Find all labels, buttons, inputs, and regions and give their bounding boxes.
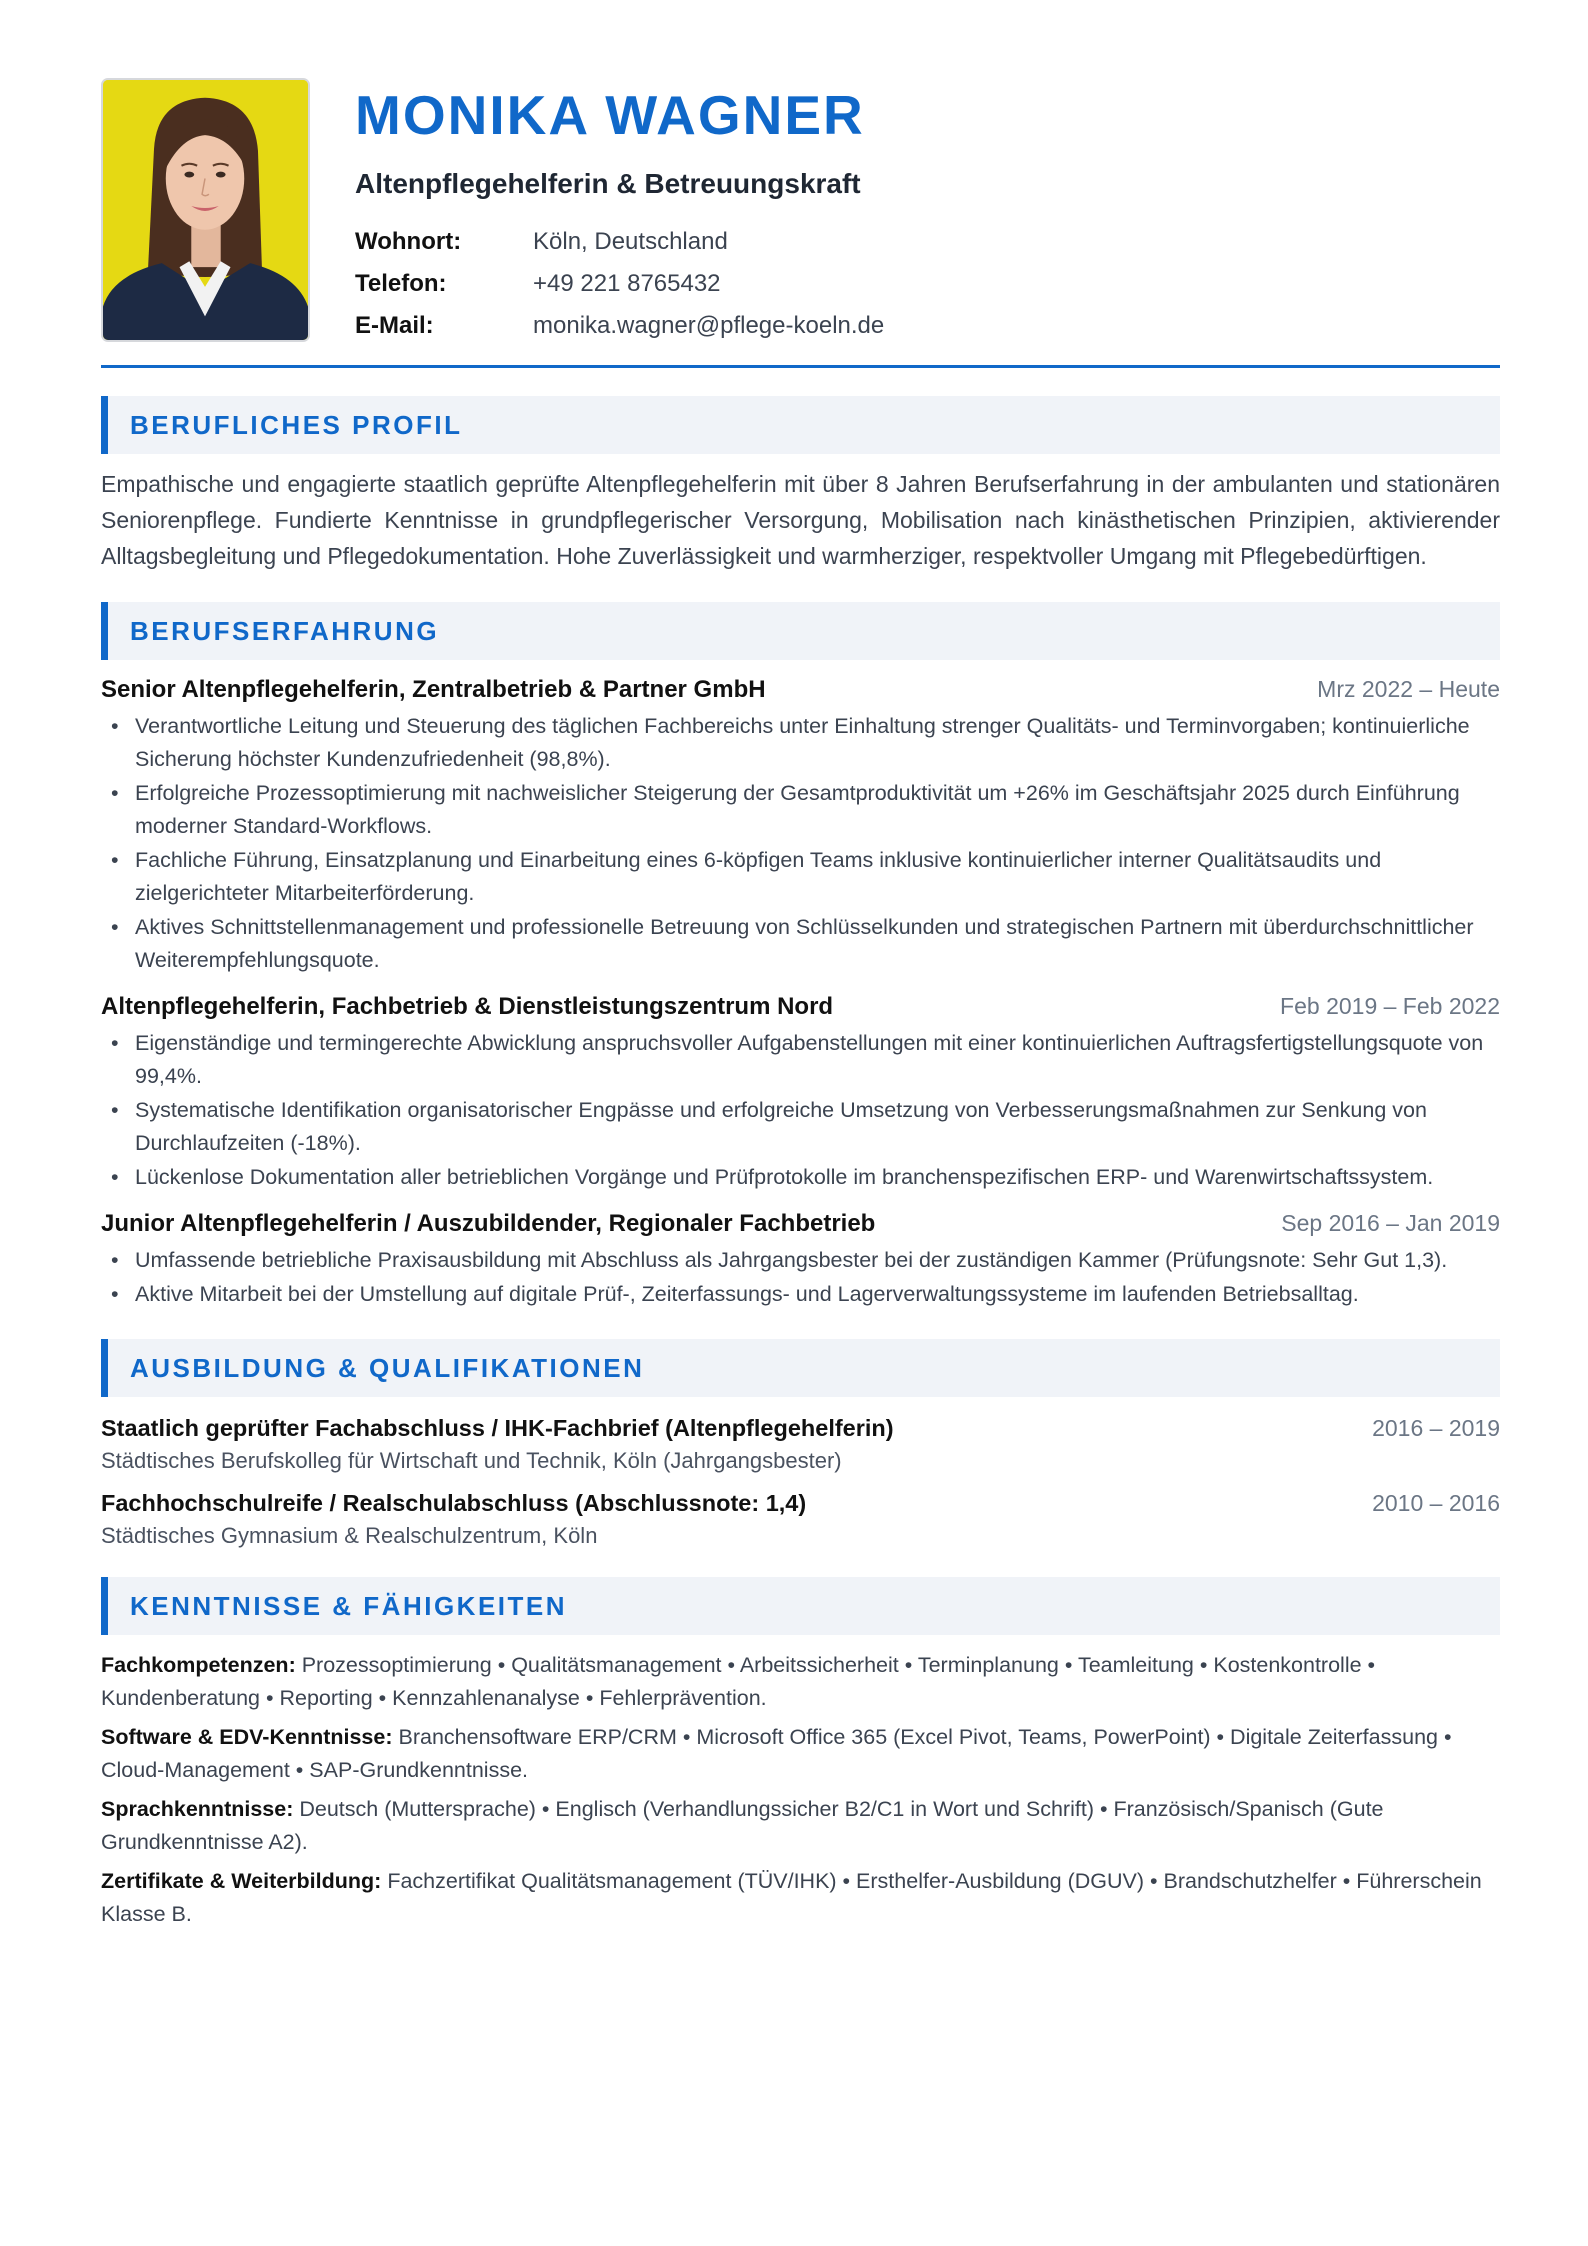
job-bullet: • Fachliche Führung, Einsatzplanung und Einarbeitung eines 6-köpfigen Teams inklusive kontinuierlicher interner Qualitätsaudits und zielgerichteter Mitarbeiterförderung. xyxy=(101,844,1500,910)
job-bullet: • Eigenständige und termingerechte Abwicklung anspruchsvoller Aufgabenstellungen mit einer kontinuierlichen Auftragsfertigstellungsquote von 99,4%. xyxy=(101,1027,1500,1093)
contact-value: monika.wagner@pflege-koeln.de xyxy=(533,312,885,339)
skill-item xyxy=(101,1721,1500,1787)
skills-list xyxy=(101,1649,1500,1931)
skill-text: Branchensoftware ERP/CRM • Microsoft Office 365 (Excel Pivot, Teams, PowerPoint) • Digitale Zeiterfassung • Cloud-Management • SAP-Grundkenntnisse. xyxy=(101,1725,1452,1782)
job-date: Mrz 2022 – Heute xyxy=(1317,676,1500,702)
profile-photo xyxy=(101,78,310,342)
section-skills-heading xyxy=(101,1577,1500,1635)
education-header xyxy=(101,1415,1500,1442)
job-name: Senior Altenpflegehelferin, Zentralbetrieb & Partner GmbH xyxy=(101,676,766,703)
job-bullet: • Umfassende betriebliche Praxisausbildung mit Abschluss als Jahrgangsbester bei der zuständigen Kammer (Prüfungsnote: Sehr Gut 1,3). xyxy=(101,1244,1500,1277)
job-date: Sep 2016 – Jan 2019 xyxy=(1281,1210,1500,1236)
job-bullets xyxy=(101,1027,1500,1194)
job-name: Altenpflegehelferin, Fachbetrieb & Dienstleistungszentrum Nord xyxy=(101,993,834,1020)
section-title: BERUFSERFAHRUNG xyxy=(130,615,440,646)
person-name: MONIKA WAGNER xyxy=(355,84,865,146)
contact-label: Wohnort: xyxy=(355,228,462,255)
education-title: Fachhochschulreife / Realschulabschluss (Abschlussnote: 1,4) xyxy=(101,1490,807,1516)
education-header xyxy=(101,1490,1500,1517)
skill-label: Fachkompetenzen: xyxy=(101,1653,296,1677)
section-profile-heading xyxy=(101,396,1500,454)
profile-text: Empathische und engagierte staatlich geprüfte Altenpflegehelferin mit über 8 Jahren Berufserfahrung in der ambulanten und stationären Seniorenpflege. Fundierte Kenntnisse in grundpflegerischer Versorgung, Mobilisation nach kinästhetischen Prinzipien, aktivierender Alltagsbegleitung und Pflegedokumentation. Hohe Zuverlässigkeit und warmherziger, respektvoller Umgang mit Pflegebedürftigen. xyxy=(101,471,1500,569)
contact-value: +49 221 8765432 xyxy=(533,270,721,297)
job-bullet: • Verantwortliche Leitung und Steuerung des täglichen Fachbereichs unter Einhaltung strenger Qualitäts- und Terminvorgaben; kontinuierliche Sicherung höchster Kundenzufriedenheit (98,8%). xyxy=(101,710,1500,776)
section-title: BERUFLICHES PROFIL xyxy=(130,409,463,440)
resume-header xyxy=(101,78,1500,342)
skill-text: Deutsch (Muttersprache) • Englisch (Verhandlungssicher B2/C1 in Wort und Schrift) • Französisch/Spanisch (Gute Grundkenntnisse A2). xyxy=(101,1797,1384,1854)
job-entry xyxy=(101,993,1500,1194)
education-date: 2016 – 2019 xyxy=(1372,1415,1500,1441)
education-title: Staatlich geprüfter Fachabschluss / IHK-Fachbrief (Altenpflegehelferin) xyxy=(101,1415,894,1441)
skill-item xyxy=(101,1865,1500,1931)
education-date: 2010 – 2016 xyxy=(1372,1490,1500,1516)
job-bullet: • Aktive Mitarbeit bei der Umstellung auf digitale Prüf-, Zeiterfassungs- und Lagerverwaltungssysteme im laufenden Betriebsalltag. xyxy=(101,1278,1500,1311)
skill-text: Prozessoptimierung • Qualitätsmanagement • Arbeitssicherheit • Terminplanung • Teamleitung • Kostenkontrolle • Kundenberatung • Reporting • Kennzahlenanalyse • Fehlerprävention. xyxy=(101,1653,1376,1710)
job-bullets xyxy=(101,1244,1500,1311)
job-date: Feb 2019 – Feb 2022 xyxy=(1280,993,1500,1019)
job-header xyxy=(101,993,1500,1021)
job-bullet: • Systematische Identifikation organisatorischer Engpässe und erfolgreiche Umsetzung von Verbesserungsmaßnahmen zur Senkung von Durchlaufzeiten (-18%). xyxy=(101,1094,1500,1160)
contact-row-email xyxy=(355,305,1500,347)
portrait-illustration xyxy=(103,80,308,340)
skill-item xyxy=(101,1793,1500,1859)
skill-label: Software & EDV-Kenntnisse: xyxy=(101,1725,393,1749)
skill-item xyxy=(101,1649,1500,1715)
section-title: AUSBILDUNG & QUALIFIKATIONEN xyxy=(130,1352,645,1383)
contact-row-telefon xyxy=(355,263,1500,305)
job-header xyxy=(101,676,1500,704)
section-title: KENNTNISSE & FÄHIGKEITEN xyxy=(130,1590,568,1621)
job-bullets xyxy=(101,710,1500,977)
contact-label: E-Mail: xyxy=(355,312,434,339)
job-entry xyxy=(101,1210,1500,1311)
section-experience-heading xyxy=(101,602,1500,660)
contact-value: Köln, Deutschland xyxy=(533,228,728,255)
job-entry xyxy=(101,676,1500,977)
skill-label: Sprachkenntnisse: xyxy=(101,1797,294,1821)
education-school: Städtisches Gymnasium & Realschulzentrum, Köln xyxy=(101,1523,598,1548)
skill-label: Zertifikate & Weiterbildung: xyxy=(101,1869,382,1893)
job-bullet: • Lückenlose Dokumentation aller betrieblichen Vorgänge und Prüfprotokolle im branchenspezifischen ERP- und Warenwirtschaftssystem. xyxy=(101,1161,1500,1194)
header-divider xyxy=(101,365,1500,368)
contact-row-wohnort xyxy=(355,221,1500,263)
contact-list xyxy=(355,221,1500,347)
job-name: Junior Altenpflegehelferin / Auszubildender, Regionaler Fachbetrieb xyxy=(101,1210,876,1237)
job-title: Altenpflegehelferin & Betreuungskraft xyxy=(355,168,861,199)
education-school: Städtisches Berufskolleg für Wirtschaft und Technik, Köln (Jahrgangsbester) xyxy=(101,1448,842,1473)
job-header xyxy=(101,1210,1500,1238)
section-education-heading xyxy=(101,1339,1500,1397)
contact-label: Telefon: xyxy=(355,270,447,297)
education-entry xyxy=(101,1490,1500,1549)
job-bullet: • Aktives Schnittstellenmanagement und professionelle Betreuung von Schlüsselkunden und strategischen Partnern mit überdurchschnittlicher Weiterempfehlungsquote. xyxy=(101,911,1500,977)
education-entry xyxy=(101,1415,1500,1474)
job-bullet: • Erfolgreiche Prozessoptimierung mit nachweislicher Steigerung der Gesamtproduktivität um +26% im Geschäftsjahr 2025 durch Einführung moderner Standard-Workflows. xyxy=(101,777,1500,843)
skill-text: Fachzertifikat Qualitätsmanagement (TÜV/IHK) • Ersthelfer-Ausbildung (DGUV) • Brandschutzhelfer • Führerschein Klasse B. xyxy=(101,1869,1482,1926)
header-info xyxy=(355,78,1500,342)
